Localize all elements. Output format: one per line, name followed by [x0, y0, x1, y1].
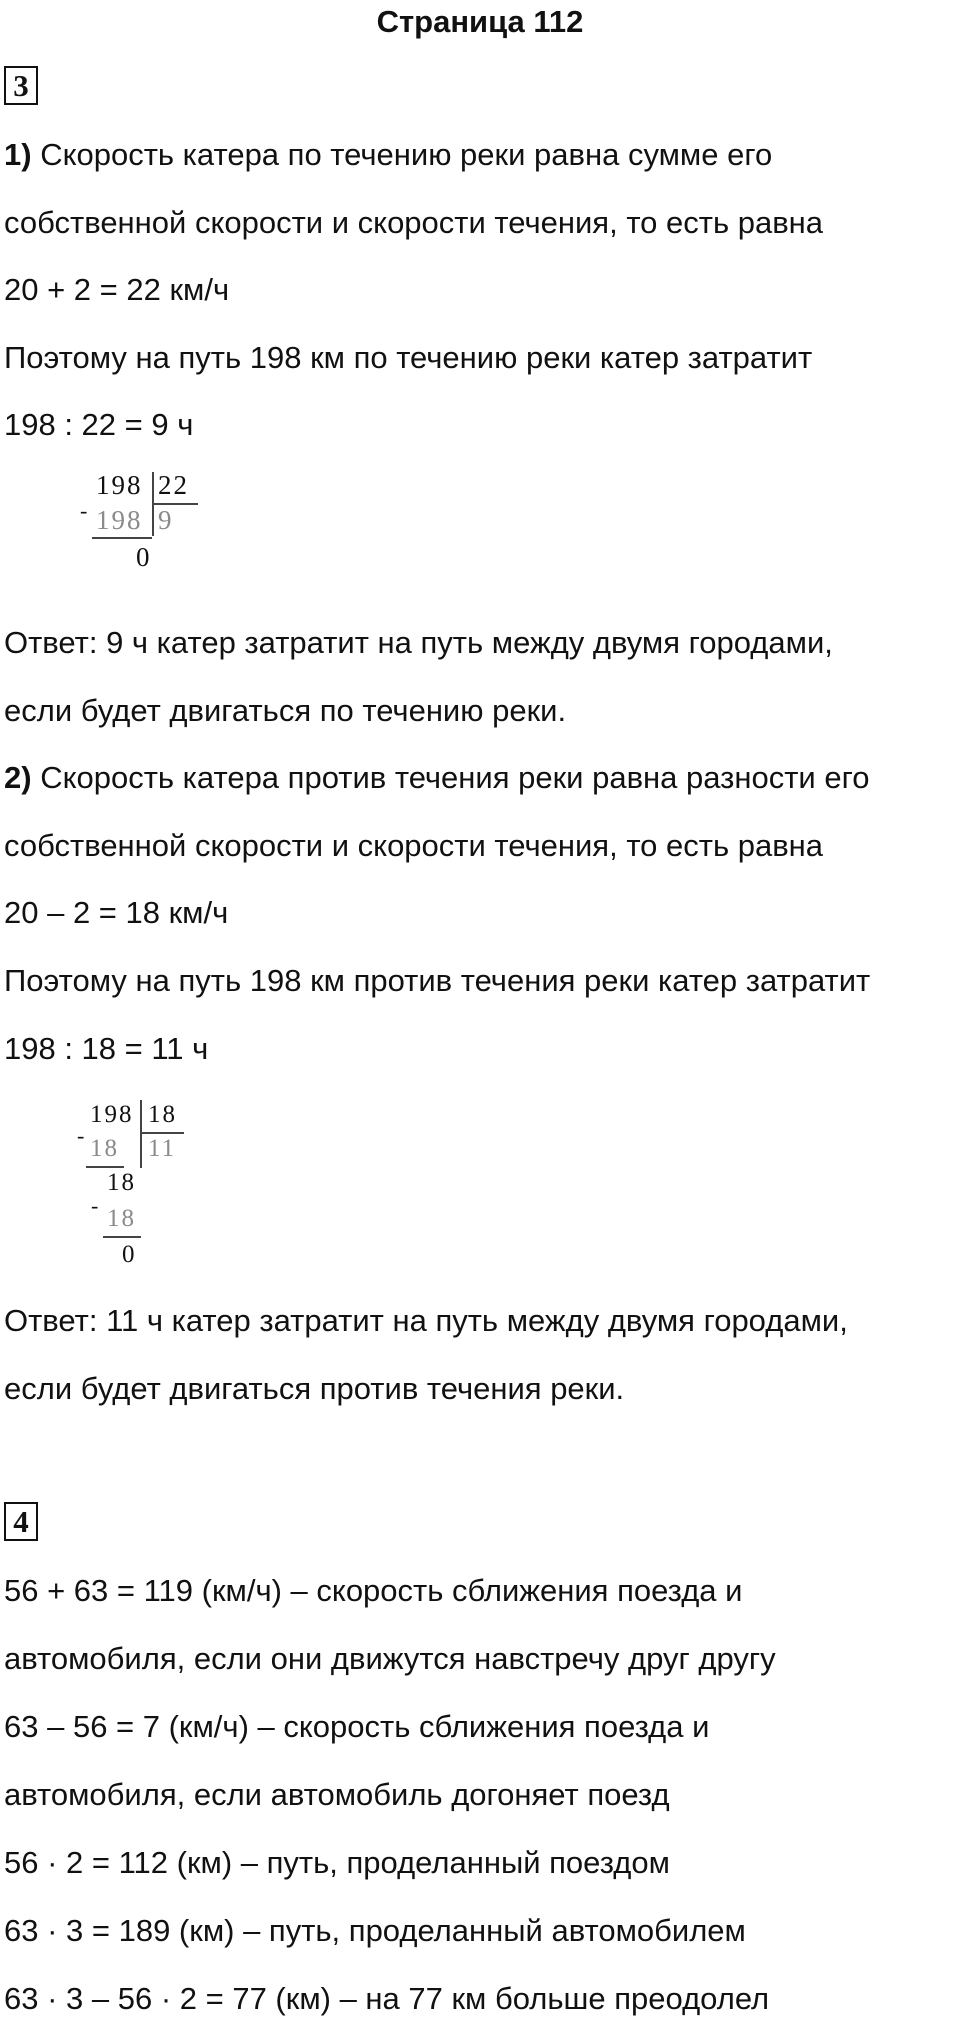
task3-part1-line-5: 198 : 22 = 9 ч	[4, 407, 194, 442]
div2-dividend: 198	[90, 1101, 134, 1128]
part1-label: 1)	[4, 137, 32, 172]
div1-quotient: 9	[158, 505, 174, 535]
task3-part2-line-3: 20 – 2 = 18 км/ч	[4, 895, 229, 930]
task4-line-5: 56 · 2 = 112 (км) – путь, проделанный поездом	[4, 1845, 670, 1880]
task3-part2-line-1	[4, 758, 869, 798]
task3-part1-line-4: Поэтому на путь 198 км по течению реки катер затратит	[4, 340, 813, 375]
div1-subtraction-line	[92, 537, 152, 539]
task3-part1-line-2: собственной скорости и скорости течения, то есть равна	[4, 205, 824, 240]
task3-part2-line-2: собственной скорости и скорости течения, то есть равна	[4, 828, 824, 863]
task4-line-6: 63 · 3 = 189 (км) – путь, проделанный автомобилем	[4, 1913, 746, 1948]
div1-subtrahend: 198	[96, 505, 143, 535]
div2-subtrahend-1: 18	[90, 1135, 119, 1162]
task3-part1-line-3: 20 + 2 = 22 км/ч	[4, 272, 230, 307]
task4-line-1: 56 + 63 = 119 (км/ч) – скорость сближения поезда и	[4, 1573, 743, 1608]
div1-divisor: 22	[158, 470, 189, 500]
task3-part2-line-4: Поэтому на путь 198 км против течения реки катер затратит	[4, 963, 871, 998]
div1-dividend: 198	[96, 470, 143, 500]
page-title: Страница 112	[376, 4, 584, 39]
div2-partial-dividend: 18	[107, 1169, 136, 1196]
task3-answer1-line-2: если будет двигаться по течению реки.	[4, 693, 567, 728]
task3-answer2-line-2: если будет двигаться против течения реки.	[4, 1371, 625, 1406]
task4-line-4: автомобиля, если автомобиль догоняет поезд	[4, 1777, 670, 1812]
div2-minus-sign-1: -	[77, 1123, 85, 1148]
task3-part1-line-1	[4, 135, 772, 175]
div1-minus-sign: -	[80, 498, 88, 523]
div2-remainder: 0	[122, 1241, 137, 1268]
task3-answer1-line-1: Ответ: 9 ч катер затратит на путь между двумя городами,	[4, 625, 833, 660]
div2-subtraction-line-2	[103, 1236, 141, 1238]
task-4-number: 4	[4, 1502, 38, 1541]
div2-minus-sign-2: -	[91, 1193, 99, 1218]
task-3-number: 3	[4, 66, 38, 105]
task4-line-3: 63 – 56 = 7 (км/ч) – скорость сближения поезда и	[4, 1709, 710, 1744]
task3-answer2-line-1: Ответ: 11 ч катер затратит на путь между двумя городами,	[4, 1303, 848, 1338]
task4-line-7: 63 · 3 – 56 · 2 = 77 (км) – на 77 км больше преодолел	[4, 1981, 770, 2016]
div2-divisor: 18	[148, 1101, 177, 1128]
div2-quotient: 11	[148, 1135, 177, 1162]
div2-vertical-line	[140, 1100, 142, 1168]
task3-part2-line-5: 198 : 18 = 11 ч	[4, 1031, 209, 1066]
task4-line-2: автомобиля, если они движутся навстречу друг другу	[4, 1641, 776, 1676]
task3-part1-text: Скорость катера по течению реки равна сумме его	[31, 137, 773, 172]
div1-remainder: 0	[136, 542, 152, 572]
task3-part2-text: Скорость катера против течения реки равна разности его	[31, 760, 870, 795]
div2-subtrahend-2: 18	[107, 1205, 136, 1232]
part2-label: 2)	[4, 760, 32, 795]
